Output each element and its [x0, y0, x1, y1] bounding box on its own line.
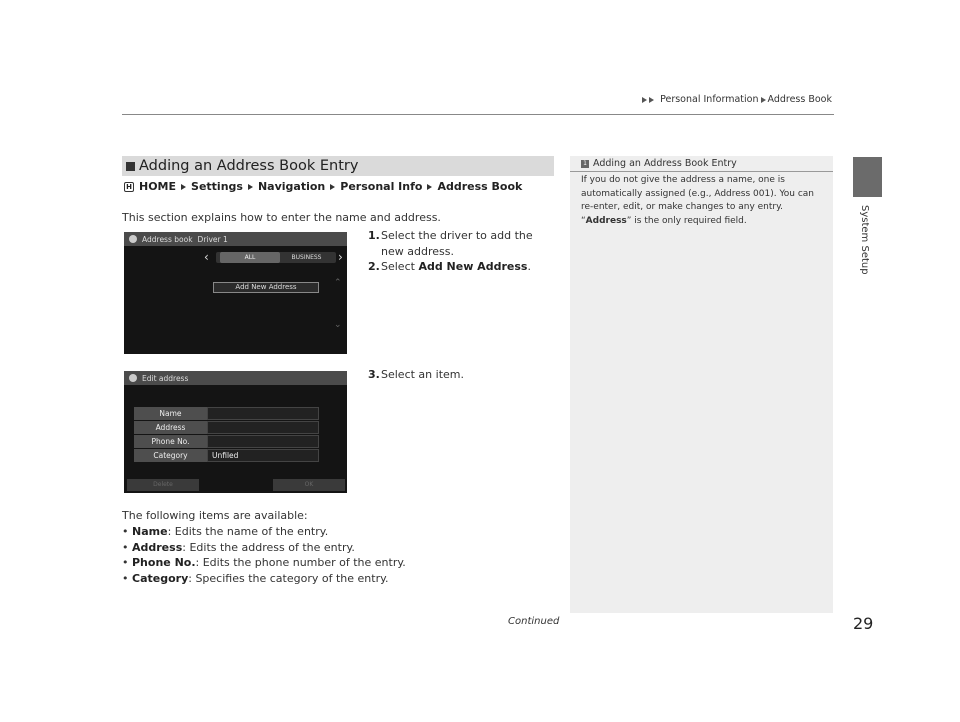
item-list: [122, 524, 406, 586]
breadcrumb-item: Address Book: [767, 94, 832, 105]
arrow-icon: [761, 97, 766, 103]
edit-address-screen: [124, 371, 347, 493]
arrow-icon: [248, 184, 253, 190]
field-row[interactable]: [134, 435, 319, 448]
chevron-right-icon[interactable]: ›: [338, 250, 343, 264]
step-number: 1.: [368, 229, 380, 242]
home-icon: H: [124, 182, 134, 192]
driver-name: Driver 1: [197, 234, 228, 244]
item-desc: : Edits the name of the entry.: [167, 525, 329, 538]
field-label: Phone No.: [134, 435, 207, 448]
item-term: Name: [132, 525, 168, 538]
side-note-header: [570, 156, 833, 172]
item-desc: : Edits the phone number of the entry.: [195, 556, 406, 569]
add-new-address-button[interactable]: Add New Address: [213, 282, 319, 293]
header-rule: [122, 114, 834, 115]
field-label: Category: [134, 449, 207, 462]
field-value: Unfiled: [207, 449, 319, 462]
note-icon: 1: [581, 160, 589, 168]
step-text: Select: [381, 260, 419, 273]
tab-business[interactable]: BUSINESS: [291, 254, 322, 261]
item-term: Address: [132, 540, 183, 554]
field-list: [134, 407, 319, 463]
arrow-icon: [181, 184, 186, 190]
section-title: Adding an Address Book Entry: [139, 158, 359, 174]
item-term: Phone No.: [132, 556, 196, 569]
scroll-up-icon[interactable]: ⌃: [334, 278, 342, 288]
route-item: HOME: [139, 180, 177, 193]
chapter-tab: [853, 157, 882, 197]
side-note-title: Adding an Address Book Entry: [593, 158, 737, 169]
list-item: • Name: Edits the name of the entry.: [122, 525, 329, 538]
intro-text: This section explains how to enter the name and address.: [122, 211, 441, 224]
field-value: [207, 421, 319, 434]
section-heading: [122, 156, 554, 176]
arrow-icon: [642, 97, 647, 103]
step-3: [368, 367, 558, 383]
ok-button[interactable]: OK: [273, 479, 345, 491]
nav-icon: [129, 235, 137, 243]
item-desc: : Edits the address of the entry.: [182, 540, 355, 554]
side-note-term: Address: [585, 215, 627, 226]
step-1: [368, 228, 558, 259]
route-item: Personal Info: [340, 180, 423, 193]
field-row[interactable]: [134, 407, 319, 420]
scroll-down-icon[interactable]: ⌄: [334, 320, 342, 330]
address-book-screen: [124, 232, 347, 354]
side-note-text: ” is the only required field.: [626, 215, 747, 226]
arrow-icon: [427, 184, 432, 190]
side-note-text: If you do not give the address a name, one is automatically assigned (e.g., Address 001). You can re-enter, edit, or make changes to any entry.: [581, 175, 814, 212]
items-intro: The following items are available:: [122, 509, 308, 522]
tab-all[interactable]: ALL: [220, 252, 280, 263]
side-note-body: [581, 174, 829, 228]
arrow-icon: [330, 184, 335, 190]
side-note-text: “: [581, 215, 586, 226]
step-text: .: [527, 260, 531, 273]
field-label: Address: [134, 421, 207, 434]
menu-route: [124, 180, 522, 193]
step-number: 3.: [368, 368, 380, 381]
field-value: [207, 435, 319, 448]
route-item: Navigation: [257, 180, 326, 193]
breadcrumb: [642, 94, 832, 105]
step-text: Select an item.: [381, 368, 464, 381]
square-bullet-icon: [126, 162, 135, 171]
field-value: [207, 407, 319, 420]
screen-title: Edit address: [142, 373, 189, 383]
route-item: Settings: [191, 180, 243, 193]
step-2: [368, 259, 558, 275]
delete-button[interactable]: Delete: [127, 479, 199, 491]
step-number: 2.: [368, 260, 380, 273]
field-row[interactable]: [134, 421, 319, 434]
step-text: Select the driver to add the new address.: [381, 229, 533, 258]
list-item: • Phone No.: Edits the phone number of the entry.: [122, 556, 406, 569]
list-item: • Category: Specifies the category of the entry.: [122, 571, 389, 585]
side-note: [570, 156, 833, 613]
list-item: • Address: Edits the address of the entry.: [122, 540, 355, 554]
continued-label: Continued: [508, 616, 560, 627]
item-desc: : Specifies the category of the entry.: [188, 571, 389, 585]
route-item: Address Book: [437, 180, 523, 193]
arrow-icon: [649, 97, 654, 103]
nav-icon: [129, 374, 137, 382]
field-row[interactable]: [134, 449, 319, 462]
field-label: Name: [134, 407, 207, 420]
page-number: 29: [853, 614, 874, 633]
item-term: Category: [132, 571, 189, 585]
chapter-label: System Setup: [859, 205, 870, 275]
breadcrumb-item: Personal Information: [660, 94, 759, 105]
screen-title: Address book: [142, 234, 193, 244]
chevron-left-icon[interactable]: ‹: [204, 250, 209, 264]
step-term: Add New Address: [418, 260, 528, 273]
